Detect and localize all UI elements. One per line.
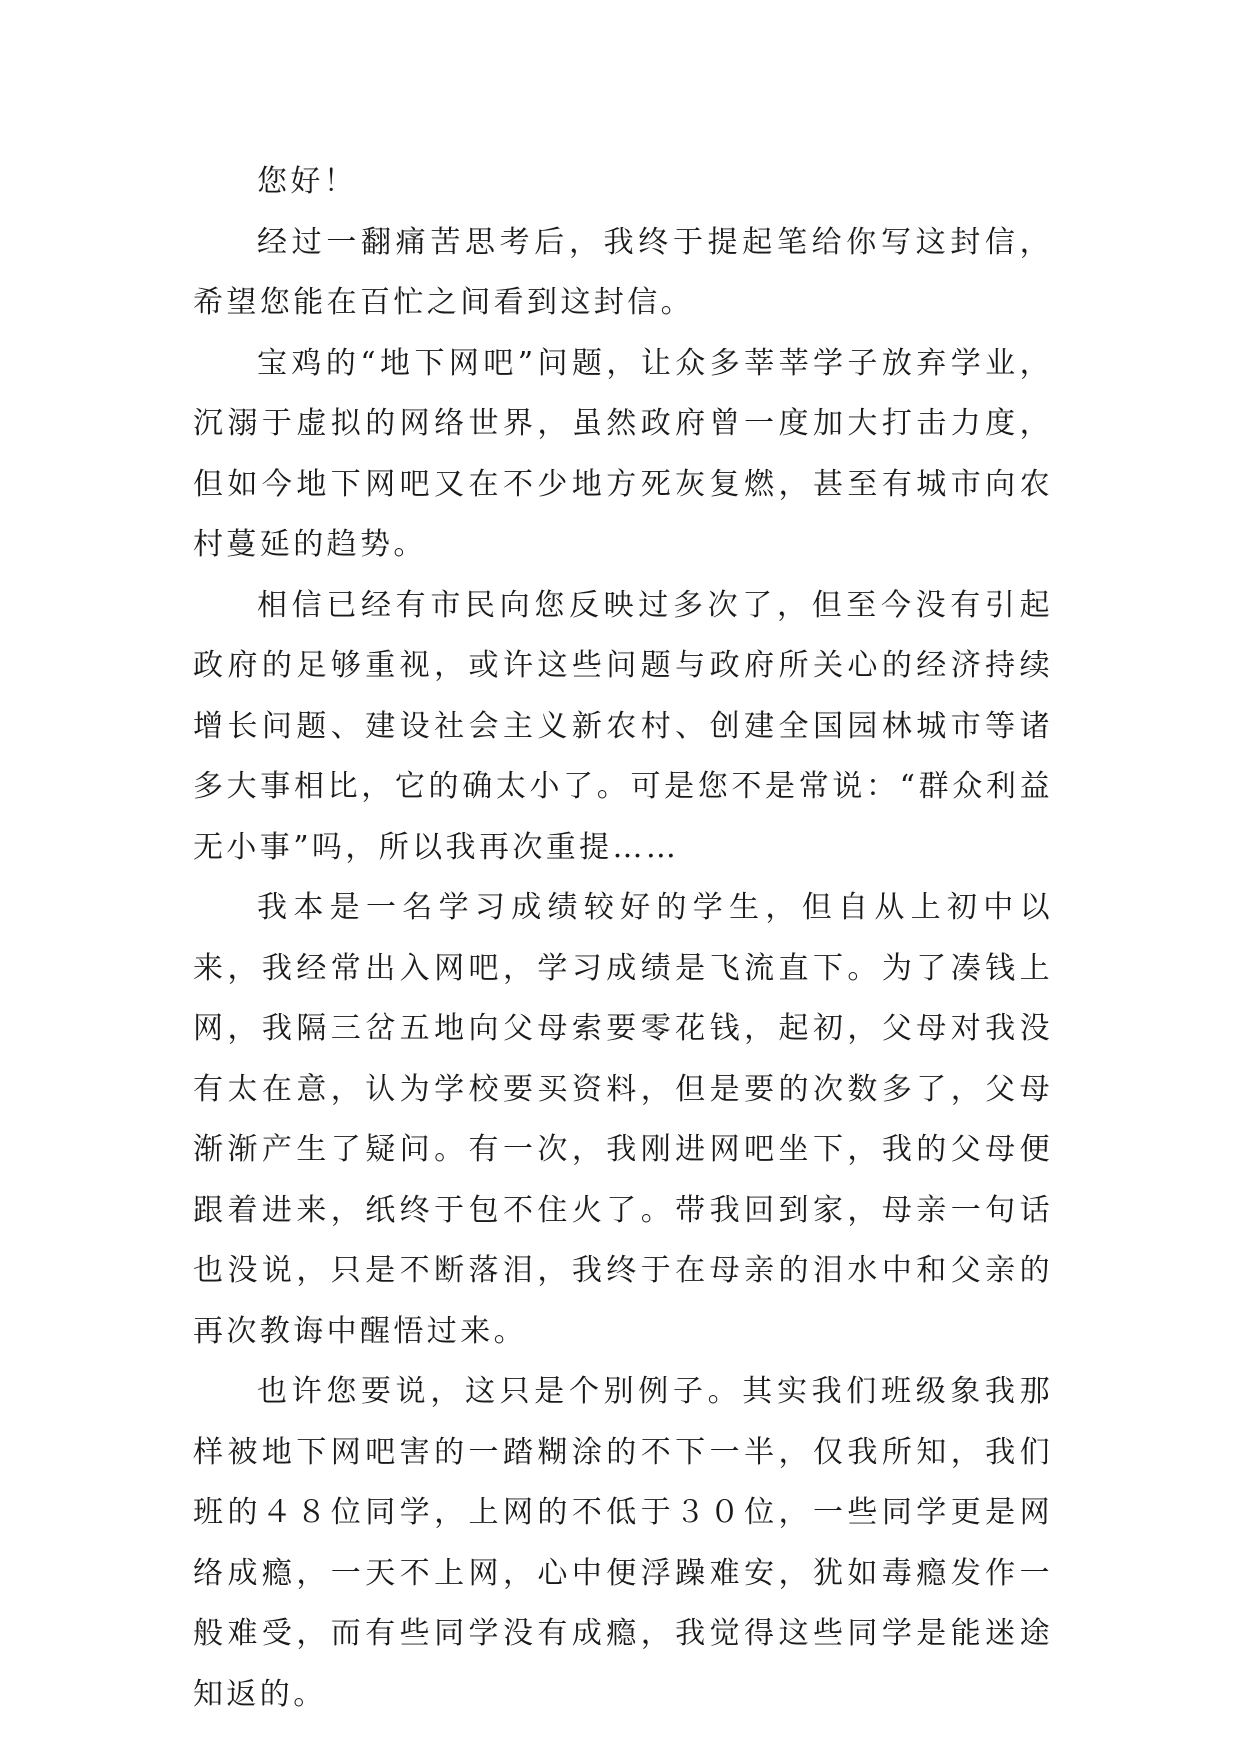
paragraph: 经过一翻痛苦思考后，我终于提起笔给你写这封信，希望您能在百忙之间看到这封信。 [193, 224, 1053, 320]
paragraph: 也许您要说，这只是个别例子。其实我们班级象我那样被地下网吧害的一踏糊涂的不下一半，仅我所知，我们班的４８位同学，上网的不低于３０位，一些同学更是网络成瘾，一天不上网，心中便浮躁难安，犹如毒瘾发作一般难受，而有些同学没有成瘾，我觉得这些同学是能迷途知返的。 [193, 1374, 1053, 1712]
paragraph: 宝鸡的“地下网吧”问题，让众多莘莘学子放弃学业，沉溺于虚拟的网络世界，虽然政府曾一度加大打击力度，但如今地下网吧又在不少地方死灰复燃，甚至有城市向农村蔓延的趋势。 [193, 345, 1053, 562]
paragraph: 相信已经有市民向您反映过多次了，但至今没有引起政府的足够重视，或许这些问题与政府所关心的经济持续增长问题、建设社会主义新农村、创建全国园林城市等诸多大事相比，它的确太小了。可是您不是常说：“群众利益无小事”吗，所以我再次重提…… [193, 587, 1053, 865]
letter-body [193, 152, 1053, 1725]
letter-greeting: 您好！ [257, 164, 358, 199]
paragraph: 我本是一名学习成绩较好的学生，但自从上初中以来，我经常出入网吧，学习成绩是飞流直下。为了凑钱上网，我隔三岔五地向父母索要零花钱，起初，父母对我没有太在意，认为学校要买资料，但是要的次数多了，父母渐渐产生了疑问。有一次，我刚进网吧坐下，我的父母便跟着进来，纸终于包不住火了。带我回到家，母亲一句话也没说，只是不断落泪，我终于在母亲的泪水中和父亲的再次教诲中醒悟过来。 [193, 890, 1053, 1349]
